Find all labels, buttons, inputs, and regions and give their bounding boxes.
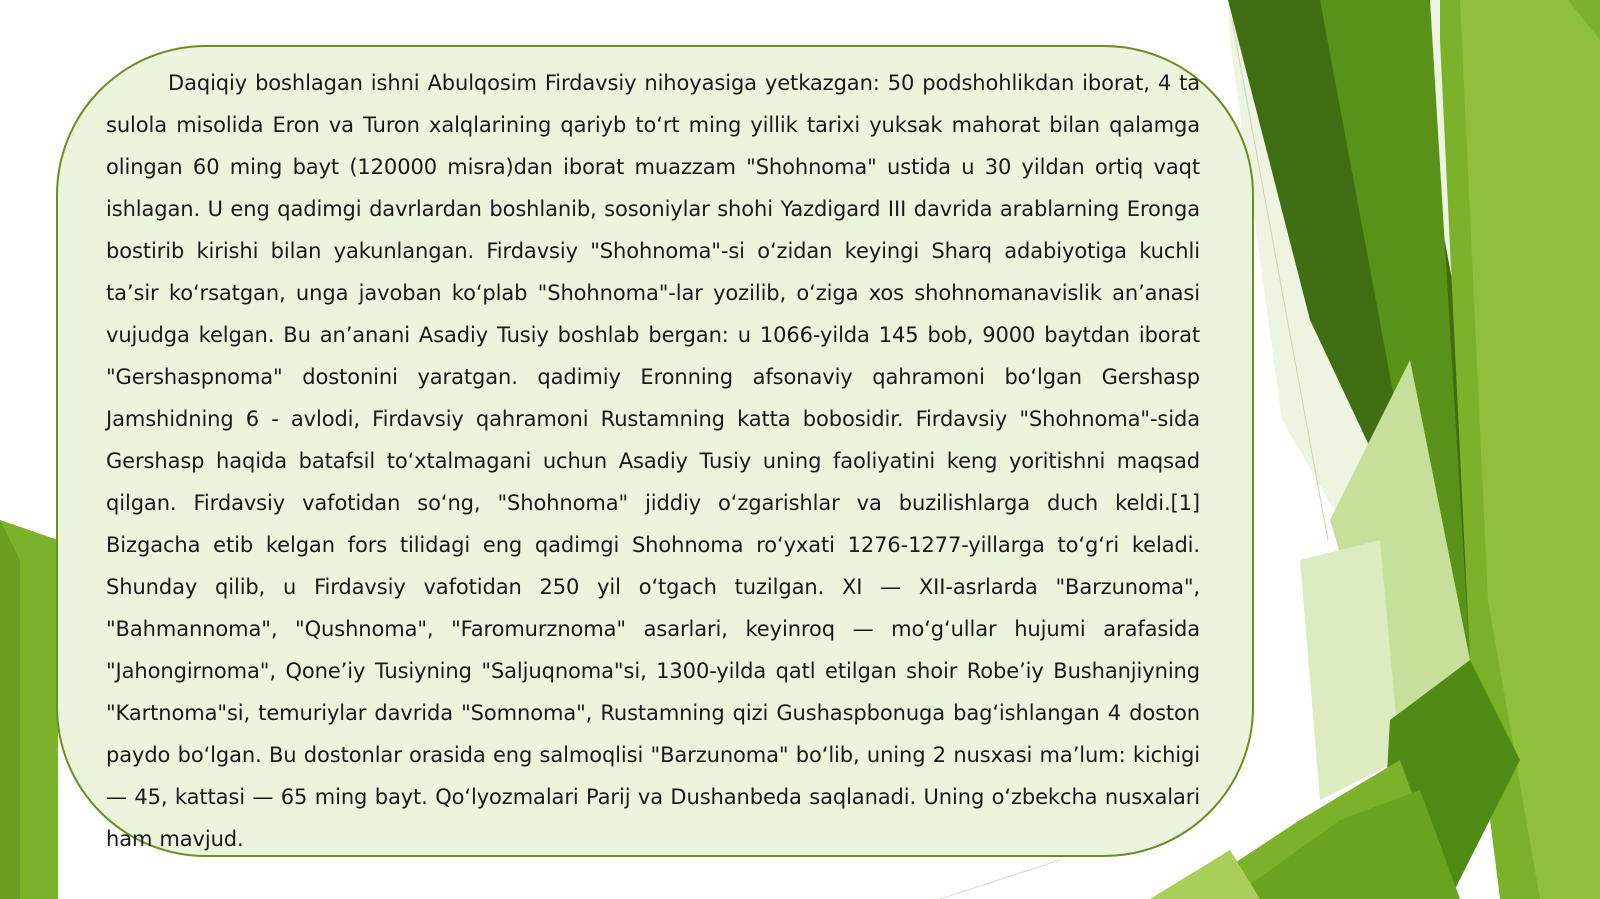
bottom-thin-line <box>940 860 1060 899</box>
left-green-wedge-shade <box>0 520 20 899</box>
body-paragraph: Daqiqiy boshlagan ishni Abulqosim Firdavsiy nihoyasiga yetkazgan: 50 podshohlikdan iborat, 4 ta sulola misolida Eron va Turon xalqlarining qariyb to‘rt ming yillik tarixi yuksak mahorat bilan qalamga olingan 60 ming bayt (120000 misra)dan iborat muazzam "Shohnoma" ustida u 30 yildan ortiq vaqt ishlagan. U eng qadimgi davrlardan boshlanib, sosoniylar shohi Yazdigard III davrida arablarning Eronga bostirib kirishi bilan yakunlangan. Firdavsiy "Shohnoma"-si o‘zidan keyingi Sharq adabiyotiga kuchli ta’sir ko‘rsatgan, unga javoban ko‘plab "Shohnoma"-lar yozilib, o‘ziga xos shohnomanavislik an’anasi vujudga kelgan. Bu an’anani Asadiy Tusiy boshlab bergan: u 1066-yilda 145 bob, 9000 baytdan iborat "Gershaspnoma" dostonini yaratgan. qadimiy Eronning afsonaviy qahramoni bo‘lgan Gershasp Jamshidning 6 - avlodi, Firdavsiy qahramoni Rustamning katta bobosidir. Firdavsiy "Shohnoma"-sida Gershasp haqida batafsil to‘xtalmagani uchun Asadiy Tusiy uning faoliyatini keng yoritishni maqsad qilgan. Firdavsiy vafotidan so‘ng, "Shohnoma" jiddiy o‘zgarishlar va buzilishlarga duch keldi.[1] Bizgacha etib kelgan fors tilidagi eng qadimgi Shohnoma ro‘yxati 1276-1277-yillarga to‘g‘ri keladi. Shunday qilib, u Firdavsiy vafotidan 250 yil o‘tgach tuzilgan. XI — XII-asrlarda "Barzunoma", "Bahmannoma", "Qushnoma", "Faromurznoma" asarlari, keyinroq — mo‘g‘ullar hujumi arafasida "Jahongirnoma", Qone’iy Tusiyning "Saljuqnoma"si, 1300-yilda qatl etilgan shoir Robe’iy Bushanjiyning "Kartnoma"si, temuriylar davrida "Somnoma", Rustamning qizi Gushaspbonuga bag‘ishlangan 4 doston paydo bo‘lgan. Bu dostonlar orasida eng salmoqlisi "Barzunoma" bo‘lib, uning 2 nusxasi ma’lum: kichigi — 45, kattasi — 65 ming bayt. Qo‘lyozmalari Parij va Dushanbeda saqlanadi. Uning o‘zbekcha nusxalari ham mavjud. <box>106 71 1200 851</box>
